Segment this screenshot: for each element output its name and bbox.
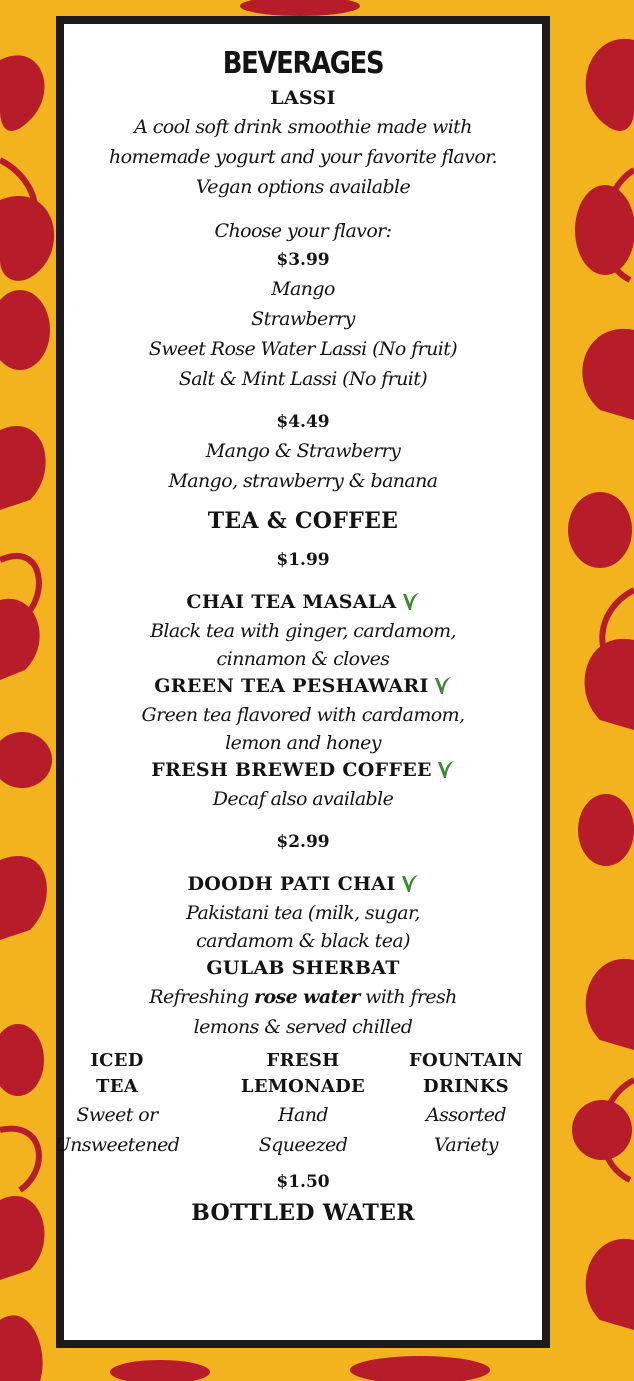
column-title: ICED xyxy=(90,1050,144,1071)
drink-column-fountain xyxy=(391,1048,541,1160)
item-desc: Black tea with ginger, cardamom, xyxy=(150,620,456,642)
desc-highlight: rose water xyxy=(254,986,360,1008)
menu-item-green-tea-peshawari xyxy=(64,672,542,700)
item-desc: Green tea flavored with cardamom, xyxy=(141,704,465,726)
water-price: $1.50 xyxy=(276,1172,330,1192)
column-title: FRESH xyxy=(266,1050,340,1071)
column-desc: Squeezed xyxy=(258,1134,348,1156)
lassi-flavor: Mango & Strawberry xyxy=(205,440,401,462)
column-desc: Unsweetened xyxy=(54,1134,180,1156)
menu-item-fresh-brewed-coffee xyxy=(64,756,542,784)
column-title: DRINKS xyxy=(423,1076,509,1097)
lassi-flavor: Salt & Mint Lassi (No fruit) xyxy=(178,368,428,390)
item-desc: Pakistani tea (milk, sugar, xyxy=(186,902,420,924)
desc-text: Refreshing xyxy=(149,986,249,1008)
menu-item-gulab-sherbat: GULAB SHERBAT xyxy=(206,957,400,979)
lassi-flavor: Mango, strawberry & banana xyxy=(168,470,438,492)
menu-panel xyxy=(56,16,550,1348)
column-title: FOUNTAIN xyxy=(408,1050,524,1071)
column-title: TEA xyxy=(96,1076,138,1097)
page-title: BEVERAGES xyxy=(222,46,384,81)
lassi-desc-1: A cool soft drink smoothie made with xyxy=(134,116,472,138)
extra-drinks xyxy=(54,1048,542,1160)
lassi-price-1: $3.99 xyxy=(276,250,330,270)
item-name: CHAI TEA MASALA xyxy=(186,591,397,613)
vegan-leaf-icon xyxy=(432,674,452,696)
desc-text: with fresh xyxy=(365,986,457,1008)
column-desc: Sweet or xyxy=(76,1104,158,1126)
item-name: GREEN TEA PESHAWARI xyxy=(154,675,429,697)
item-desc xyxy=(64,982,542,1012)
column-desc: Hand xyxy=(278,1104,328,1126)
item-name: FRESH BREWED COFFEE xyxy=(151,759,432,781)
item-desc: lemon and honey xyxy=(225,732,381,754)
tea-price-2: $2.99 xyxy=(276,832,330,852)
column-desc: Variety xyxy=(434,1134,498,1156)
column-title: LEMONADE xyxy=(240,1076,366,1097)
drink-column-lemonade xyxy=(228,1048,378,1160)
menu-item-chai-tea-masala xyxy=(64,588,542,616)
lassi-desc-3: Vegan options available xyxy=(195,176,411,198)
water-heading: BOTTLED WATER xyxy=(191,1200,415,1226)
vegan-leaf-icon xyxy=(399,872,419,894)
tea-heading: TEA & COFFEE xyxy=(207,508,399,534)
drink-column-iced-tea xyxy=(42,1048,192,1160)
column-desc: Assorted xyxy=(426,1104,506,1126)
vegan-leaf-icon xyxy=(435,758,455,780)
lassi-price-2: $4.49 xyxy=(276,412,330,432)
lassi-desc-2: homemade yogurt and your favorite flavor. xyxy=(108,146,497,168)
lassi-heading: LASSI xyxy=(270,87,336,109)
lassi-flavor: Mango xyxy=(271,278,335,300)
item-desc: lemons & served chilled xyxy=(193,1016,413,1038)
item-desc: cinnamon & cloves xyxy=(216,648,390,670)
lassi-flavor: Sweet Rose Water Lassi (No fruit) xyxy=(148,338,458,360)
item-name: DOODH PATI CHAI xyxy=(187,873,396,895)
vegan-leaf-icon xyxy=(400,590,420,612)
menu-item-doodh-pati-chai xyxy=(64,870,542,898)
lassi-flavor: Strawberry xyxy=(251,308,355,330)
lassi-choose: Choose your flavor: xyxy=(214,220,392,242)
menu-content xyxy=(54,24,542,1340)
tea-price-1: $1.99 xyxy=(276,550,330,570)
item-desc: Decaf also available xyxy=(212,788,394,810)
item-desc: cardamom & black tea) xyxy=(196,930,410,952)
